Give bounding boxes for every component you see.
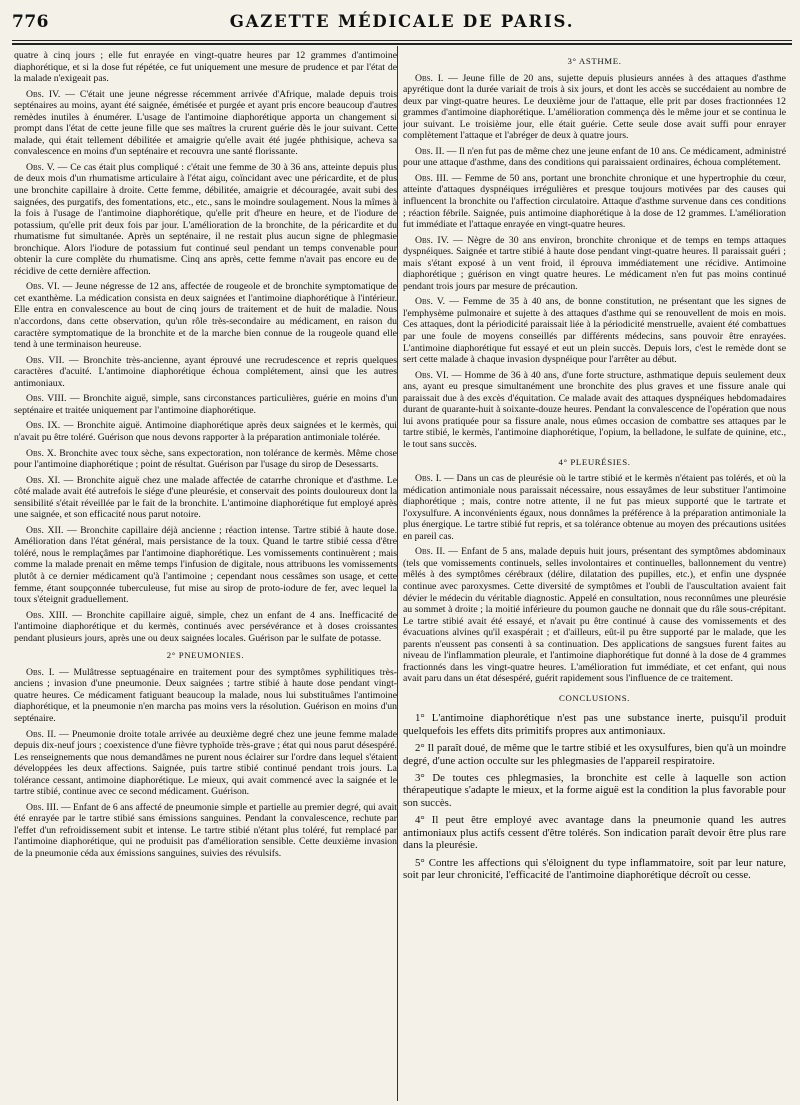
observation-text: — Bronchite aiguë. Antimoine diaphorétique après deux saignées et le kermès, qui n'avait pu être toléré. Guérison que nous devons rapporter à la préparation antimoniale tolérée. [14,420,397,443]
conclusion-item: 3° De toutes ces phlegmasies, la bronchite est celle à laquelle son action thérapeutique s'adapte le mieux, et la forme aiguë est la condition la plus favorable pour son succès. [403,772,786,809]
observation-label: Obs. IX. [26,420,61,432]
observation-label: Obs. IV. [26,88,61,100]
observation [14,89,397,158]
conclusion-item: 5° Contre les affections qui s'éloignent du type inflammatoire, soit par leur nature, soit par leur chronicité, l'efficacité de l'antimoine diaphorétique décroît ou cesse. [403,856,786,881]
observation-text: — Dans un cas de pleurésie où le tartre stibié et le kermès n'étaient pas tolérés, et où la médication antimoniale nous paraissait nécessaire, nous essayâmes de leur substituer l'antimoine diaphorétique ; mais, contre notre attente, il ne fut pas mieux supporté que le tartrate et l'oxysulfure. A inconvénients égaux, nous donnâmes la préférence à la préparation antimoniale la plus énergique. Le tartre stibié fut repris, et sa tolérance obtenue au moyen des précautions usitées en pareil cas. [403,473,786,542]
observation [403,235,786,293]
section-heading-asthme: 3° ASTHME. [567,56,622,66]
observation-label: Obs. II. [415,145,445,157]
observation [14,667,397,725]
observation-label: Obs. V. [26,161,55,173]
conclusion-item: 2° Il paraît doué, de même que le tartre stibié et les oxysulfures, bien qu'à un moindre degré, d'une action occulte sur les phlegmasies de l'appareil respiratoire. [403,742,786,767]
conclusion-item: 1° L'antimoine diaphorétique n'est pas une substance inerte, puisqu'il produit quelquefois les effets dits primitifs propres aux antimoniaux. [403,712,786,737]
observation-label: Obs. VI. [26,281,60,293]
observation [403,370,786,451]
observation-text: — Bronchite aiguë, simple, sans circonstances particulières, guérie en moins d'un septénaire et traitée uniquement par l'antimoine diaphorétique. [14,393,397,416]
section-heading-conclusions: CONCLUSIONS. [559,692,630,703]
journal-title: GAZETTE MÉDICALE DE PARIS. [229,12,575,31]
observation-text: — C'était une jeune négresse récemment arrivée d'Afrique, malade depuis trois septénaires au moins, ayant été saignée, émétisée et purgée et ayant pris encore beaucoup d'autres remèdes inutiles à énumérer. L'usage de l'antimoine diaphorétique apporta un changement si prompt dans l'état de cette jeune fille que ses maîtres la crurent guérie dès le jour suivant. Cette malade, qui était tellement débilitée et amaigrie qu'elle avait été jugée phthisique, acheva sa convalescence en moins d'un septénaire et recouvra une santé florissante. [14,88,397,158]
paragraph: quatre à cinq jours ; elle fut enrayée en vingt-quatre heures par 12 grammes d'antimoine diaphorétique, et si la dose fut répétée, ce fut uniquement une mesure de prudence et par l'état de la malade n'exigeait pas. [14,50,397,85]
observation [403,296,786,365]
observation-text: — Bronchite aiguë chez une malade affectée de catarrhe chronique et d'asthme. Le côté malade avait été autrefois le siége d'une pleurésie, et conservait des points douloureux dont la sensibilité s'était réveillée par le fait de la bronchite. L'antimoine diaphorétique fut employé après une saignée, et son efficacité nous parut notoire. [14,474,397,521]
section-heading-pleuresies: 4° PLEURÉSIES. [558,456,631,467]
observation-text: — Enfant de 5 ans, malade depuis huit jours, présentant des symptômes abdominaux (tels que vomissements continuels, selles involontaires et continuelles, ballonnement du ventre) mêlés à des symptômes cérébraux (délire, dilatation des pupilles, etc.), et enfin une dyspnée continue avec paroxysmes. Cette diversité de symptômes et l'oubli de l'auscultation avaient fait dévier le médecin du véritable diagnostic. Appelé en consultation, nous reconnûmes une pleurésie au sommet à droite ; la moitié inférieure du poumon gauche ne donnait que du râle sous-crépitant. Le tartre stibié avait été essayé, et n'avait pu être continué à cause des vomissements et des évacuations alvines qu'il exaspérait ; et d'ailleurs, eût-il pu être supporté par le malade, que les parents n'eussent pas consenti à sa continuation. Des applications de sangsues furent faites au niveau de l'inflammation pleurale, et l'antimoine diaphorétique fut donné à la dose de 4 grammes fractionnés dans les vingt-quatre heures. L'amélioration fut immédiate, et cet enfant, qui nous avait paru dans un état désespéré, guérit rapidement sous l'influence de ce traitement. [403,546,786,685]
page-header [12,10,792,38]
observation [403,146,786,169]
conclusion-item: 4° Il peut être employé avec avantage dans la pneumonie quand les autres antimoniaux plus actifs cessent d'être tolérés. Son indication paraît devoir être plus rare dans la pleurésie. [403,814,786,852]
observation-text: Bronchite avec toux sèche, sans expectoration, non tolérance de kermès. Même chose pour l'antimoine diaphorétique ; point de résultat. Guérison par l'usage du sirop de Desessarts. [14,447,397,471]
observation [14,162,397,277]
observation-text: — Mulâtresse septuagénaire en traitement pour des symptômes syphilitiques très-anciens ; invasion d'une pneumonie. Deux saignées ; tartre stibié à haute dose pendant vingt-quatre heures. Ce médicament fatiguant beaucoup la malade, nous lui substituâmes l'antimoine diaphorétique, et la pneumonie n'en marcha pas moins vers la résolution. Guérison en moins d'un septénaire. [14,666,397,724]
observation-label: Obs. IV. [415,234,449,246]
observation-text: — Femme de 50 ans, portant une bronchite chronique et une hypertrophie du cœur, atteinte d'attaques dyspnéiques irrégulières et presque toujours motivées par des causes qui influencent la bronchite ou l'affection circulatoire. Attaque d'asthme survenue dans ces conditions ; réaction fébrile. Saignée, puis antimoine diaphorétique à la dose de 12 grammes. L'amélioration fut immédiate et l'attaque enrayée en vingt-quatre heures. [403,172,786,231]
column-divider [397,46,398,1101]
conclusions-list [403,712,786,881]
observation-label: Obs. XIII. [26,609,68,621]
observation [403,546,786,685]
observation-text: — Jeune négresse de 12 ans, affectée de rougeole et de bronchite symptomatique de cet exanthème. La médication consista en deux saignées et l'antimoine diaphorétique à l'intérieur. Elle entra en convalescence au bout de cinq jours de traitement et de huit de maladie. Nous n'accordons, dans cette observation, qu'un rôle très-secondaire au médicament, en raison du caractère symptomatique de la bronchite et de la marche bien connue de la rougeole quand elle tend à une terminaison heureuse. [14,281,397,351]
observation [14,420,397,443]
observation [14,393,397,416]
observation-text: — Enfant de 6 ans affecté de pneumonie simple et partielle au premier degré, qui avait été enrayée par le tartre stibié sans émissions sanguines. Pendant la convalescence, rechute par l'effet d'un refroidissement subit et intense. Le tartre stibié n'étant plus toléré, fut remplacé par l'antimoine diaphorétique, qui ne produisit pas d'amélioration sensible. Cette deuxième invasion de la pneumonie céda aux émissions sanguines, suivies des révulsifs. [14,801,397,859]
header-rule-thick [12,43,792,45]
observation-label: Obs. II. [415,546,446,558]
observation [14,525,397,606]
observation-label: Obs. I. [26,666,55,678]
header-rule [12,40,792,41]
observation-label: Obs. VIII. [26,393,67,405]
right-column [403,50,786,1100]
observation-text: — Homme de 36 à 40 ans, d'une forte structure, asthmatique depuis seulement deux ans, ayant eu presque simultanément une bronchite des plus graves et une fissure anale qui paraissait due à des excès d'équitation. Ce malade avait des attaques dyspnéiques hebdomadaires durant de quarante-huit à soixante-douze heures. Pendant la convalescence de l'opération que nous lui avons pratiquée pour sa fissure anale, nous eûmes occasion de combattre ses attaques par le tartre stibié, le kermès, l'antimoine diaphorétique, l'opium, la belladone, le sulfate de quinine, etc., le tout sans succès. [403,369,786,450]
observation-label: Obs. II. [26,728,56,740]
observation [14,355,397,390]
observation [14,448,397,471]
observation-label: Obs. VI. [415,369,449,381]
observation-text: — Nègre de 30 ans environ, bronchite chronique et de temps en temps attaques dyspnéiques. Saignée et tartre stibié à haute dose pendant vingt-quatre heures. Il paraissait guéri ; mais s'étant exposé à un vent froid, il éprouva immédiatement une récidive. Antimoine diaphorétique ; guérison en vingt quatre heures. Le médicament n'en fut pas moins continué pendant trois jours par mesure de précaution. [403,234,786,292]
observation-text: — Pneumonie droite totale arrivée au deuxième degré chez une jeune femme malade depuis dix-neuf jours ; coexistence d'une fièvre typhoïde très-grave ; état qui nous parut désespéré. Les renseignements que nous demandâmes ne purent nous éclairer sur l'ordre dans lequel s'étaient développées les deux affections. Saignée, puis tartre stibié continué pendant trois jours. La tolérance cessant, antimoine diaphorétique. Le mieux, qui avait commencé avec la saignée et le tartre stibié, continue avec ce second médicament. Guérison. [14,728,397,798]
observation-text: — Bronchite capillaire déjà ancienne ; réaction intense. Tartre stibié à haute dose. Amélioration dans l'état général, mais persistance de la toux. Quand le tartre stibié cessa d'être toléré, nous le remplaçâmes par l'antimoine diaphorétique. Les vomissements continuèrent ; mais comme la malade prenait en même temps l'infusion de digitale, nous attribuons les vomissements plutôt à ce dernier médicament qu'à l'antimoine ; cependant nous cessâmes son usage, et cette femme, étant soupçonnée tuberculeuse, fut mise au sirop de proto-iodure de fer, avec lequel la toux s'éteignit graduellement. [14,524,397,606]
observation-label: Obs. III. [26,801,59,813]
section-heading-pneumonies: 2° PNEUMONIES. [166,650,245,661]
observation [403,473,786,542]
observation-text: — Il n'en fut pas de même chez une jeune enfant de 10 ans. Ce médicament, administré pour une attaque d'asthme, dans des conditions qui paraissaient ordinaires, échoua complétement. [403,145,786,169]
observation-label: Obs. XII. [26,524,64,536]
observation-label: Obs. VII. [26,354,65,366]
observation-label: Obs. III. [415,172,449,184]
observation-label: Obs. V. [415,296,446,308]
observation-label: Obs. X. [26,447,57,459]
observation-text: — Femme de 35 à 40 ans, de bonne constitution, ne présentant que les signes de l'emphysème pulmonaire et sujette à des attaques d'asthme qui se renouvellent de mois en mois. Ces attaques, dont la périodicité paraissait liée à la périodicité menstruelle, avaient été combattues par une foule de moyens conseillés par différents médecins, sans pouvoir être enrayées. L'antimoine diaphorétique fut essayé et eut un plein succès. Depuis lors, c'est le remède dont se sert cette malade à chaque invasion dyspnéique pour l'arrêter au début. [403,296,786,366]
left-column [14,50,397,1100]
observation-label: Obs. I. [415,473,442,485]
observation [14,610,397,645]
observation [14,802,397,860]
observation-label: Obs. I. [415,72,444,84]
observation-text: — Ce cas était plus compliqué : c'était une femme de 30 à 36 ans, atteinte depuis plus de deux mois d'un rhumatisme articulaire à l'état aigu, coïncidant avec une péricardite, et de plus une bronchite capillaire à droite. Cette femme, débilitée, amaigrie et découragée, avait subi des saignées, des purgatifs, des fomentations, etc., etc., sans le moindre soulagement. Nous la mîmes à la fois à l'usage de l'antimoine diaphorétique, qu'elle prit d'heure en heure, et de l'iodure de potassium, qu'elle prit deux fois par jour. L'amélioration de la bronchite, de la péricardite et du rhumatisme fut simultanée. Après un septénaire, il ne restait plus aucun signe de phlegmasie bronchique. Alors l'iodure de potassium fut continué seul pendant un temps convenable pour obtenir la cure complète du rhumatisme. Cinq ans après, cette femme n'avait pas encore eu de récidive de cette dernière affection. [14,161,397,277]
observation [403,73,786,142]
observation-text: — Jeune fille de 20 ans, sujette depuis plusieurs années à des attaques d'asthme apyrétique dont la durée variait de trois à six jours, et dont les accès se succédaient au nombre de deux par vingt-quatre heures. Le deuxième jour de l'attaque, elle prit par doses fractionnées 12 grammes d'antimoine diaphorétique. L'amélioration commença dès le même jour et se continua le jour suivant. Le troisième jour, elle était guérie. Cette seule dose avait suffi pour enrayer complètement l'attaque et l'abréger de deux à quatre jours. [403,72,786,142]
observation [14,729,397,798]
observation-text: — Bronchite capillaire aiguë, simple, chez un enfant de 4 ans. Inefficacité de l'antimoine diaphorétique et du kermès, continués avec persévérance et à doses croissantes pendant plusieurs jours, après une ou deux saignées locales. Guérison par le sulfate de potasse. [14,609,397,644]
observation [14,475,397,521]
observation-label: Obs. XI. [26,474,61,486]
observation-text: — Bronchite très-ancienne, ayant éprouvé une recrudescence et repris quelques caractères d'acuité. L'antimoine diaphorétique échoua complétement, ainsi que les autres antimoniaux. [14,354,397,389]
observation [403,173,786,231]
page-number: 776 [12,12,49,32]
observation [14,281,397,350]
